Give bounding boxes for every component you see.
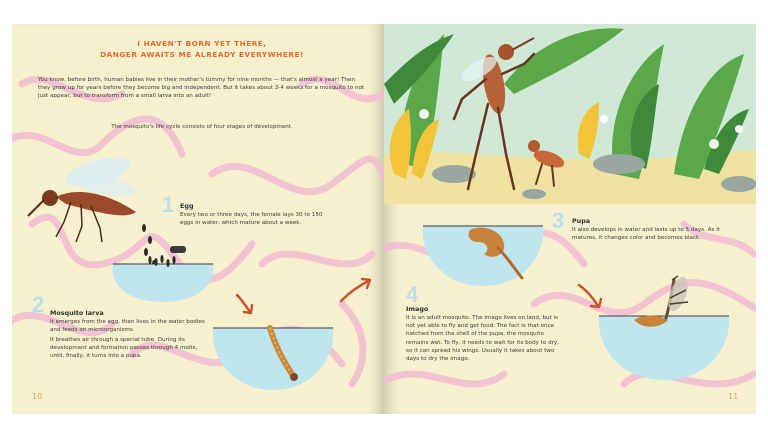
garden-scene-illustration bbox=[384, 24, 756, 204]
open-book bbox=[12, 24, 756, 414]
step-heading-imago: Imago bbox=[406, 305, 429, 313]
step-text-imago: It is an adult mosquito. The imago lives on land, but is not yet able to fly and get food. The fact is that once hatched from the shell of the pupa, the mosquito remains wet. To fly, it needs to wait for its body to dry, so it can spread his wings. Usually it takes about two days to dry the imago. bbox=[406, 315, 560, 363]
arrow-down-icon bbox=[234, 292, 258, 318]
step-text-pupa: It also develops in water and lasts up to 5 days. As it matures, it changes color and becomes black. bbox=[572, 227, 720, 242]
step-number-pupa: 3 bbox=[552, 208, 565, 233]
step-text-egg: Every two or three days, the female lays 30 to 150 eggs in water, which mature about a week. bbox=[180, 212, 323, 227]
page-number-right: 11 bbox=[728, 392, 739, 401]
title-line-2: DANGER AWAITS ME ALREADY EVERYWHERE! bbox=[100, 50, 304, 59]
step-number-imago: 4 bbox=[406, 282, 419, 307]
imago-in-water bbox=[594, 274, 734, 384]
title-line-1: I HAVEN'T BORN YET THERE, bbox=[137, 39, 267, 48]
step-text-larva-2: It breathes air through a special tube. During its development and formation passes through 4 molts, until, finally, it turns into a pupa. bbox=[50, 337, 198, 360]
larva-in-water bbox=[208, 322, 338, 394]
page-number-left: 10 bbox=[32, 392, 43, 401]
step-text-larva-1: It emerges from the egg, then lives in the water bodies and feeds on microorganisms. bbox=[50, 319, 205, 334]
step-heading-larva: Mosquito larva bbox=[50, 309, 104, 317]
step-number-egg: 1 bbox=[162, 192, 175, 217]
step-heading-egg: Egg bbox=[180, 202, 194, 210]
intro-paragraph: You know, before birth, human babies live in their mother's tummy for nine months — that's almost a year! Then they grow up for years before they become big and independent. But it takes about 3-4 weeks for a mosquito to not just appear, but to transform from a small larva into an adult! bbox=[38, 77, 365, 100]
pupa-in-water bbox=[418, 220, 548, 290]
page-title bbox=[72, 38, 332, 60]
left-page bbox=[12, 24, 384, 414]
step-heading-pupa: Pupa bbox=[572, 217, 591, 225]
water-with-eggs bbox=[108, 250, 218, 306]
arrow-up-right-icon bbox=[338, 276, 374, 304]
lifecycle-sentence: The mosquito's life cycle consists of four stages of development. bbox=[111, 124, 293, 130]
right-page bbox=[384, 24, 756, 414]
step-number-larva: 2 bbox=[32, 292, 45, 317]
